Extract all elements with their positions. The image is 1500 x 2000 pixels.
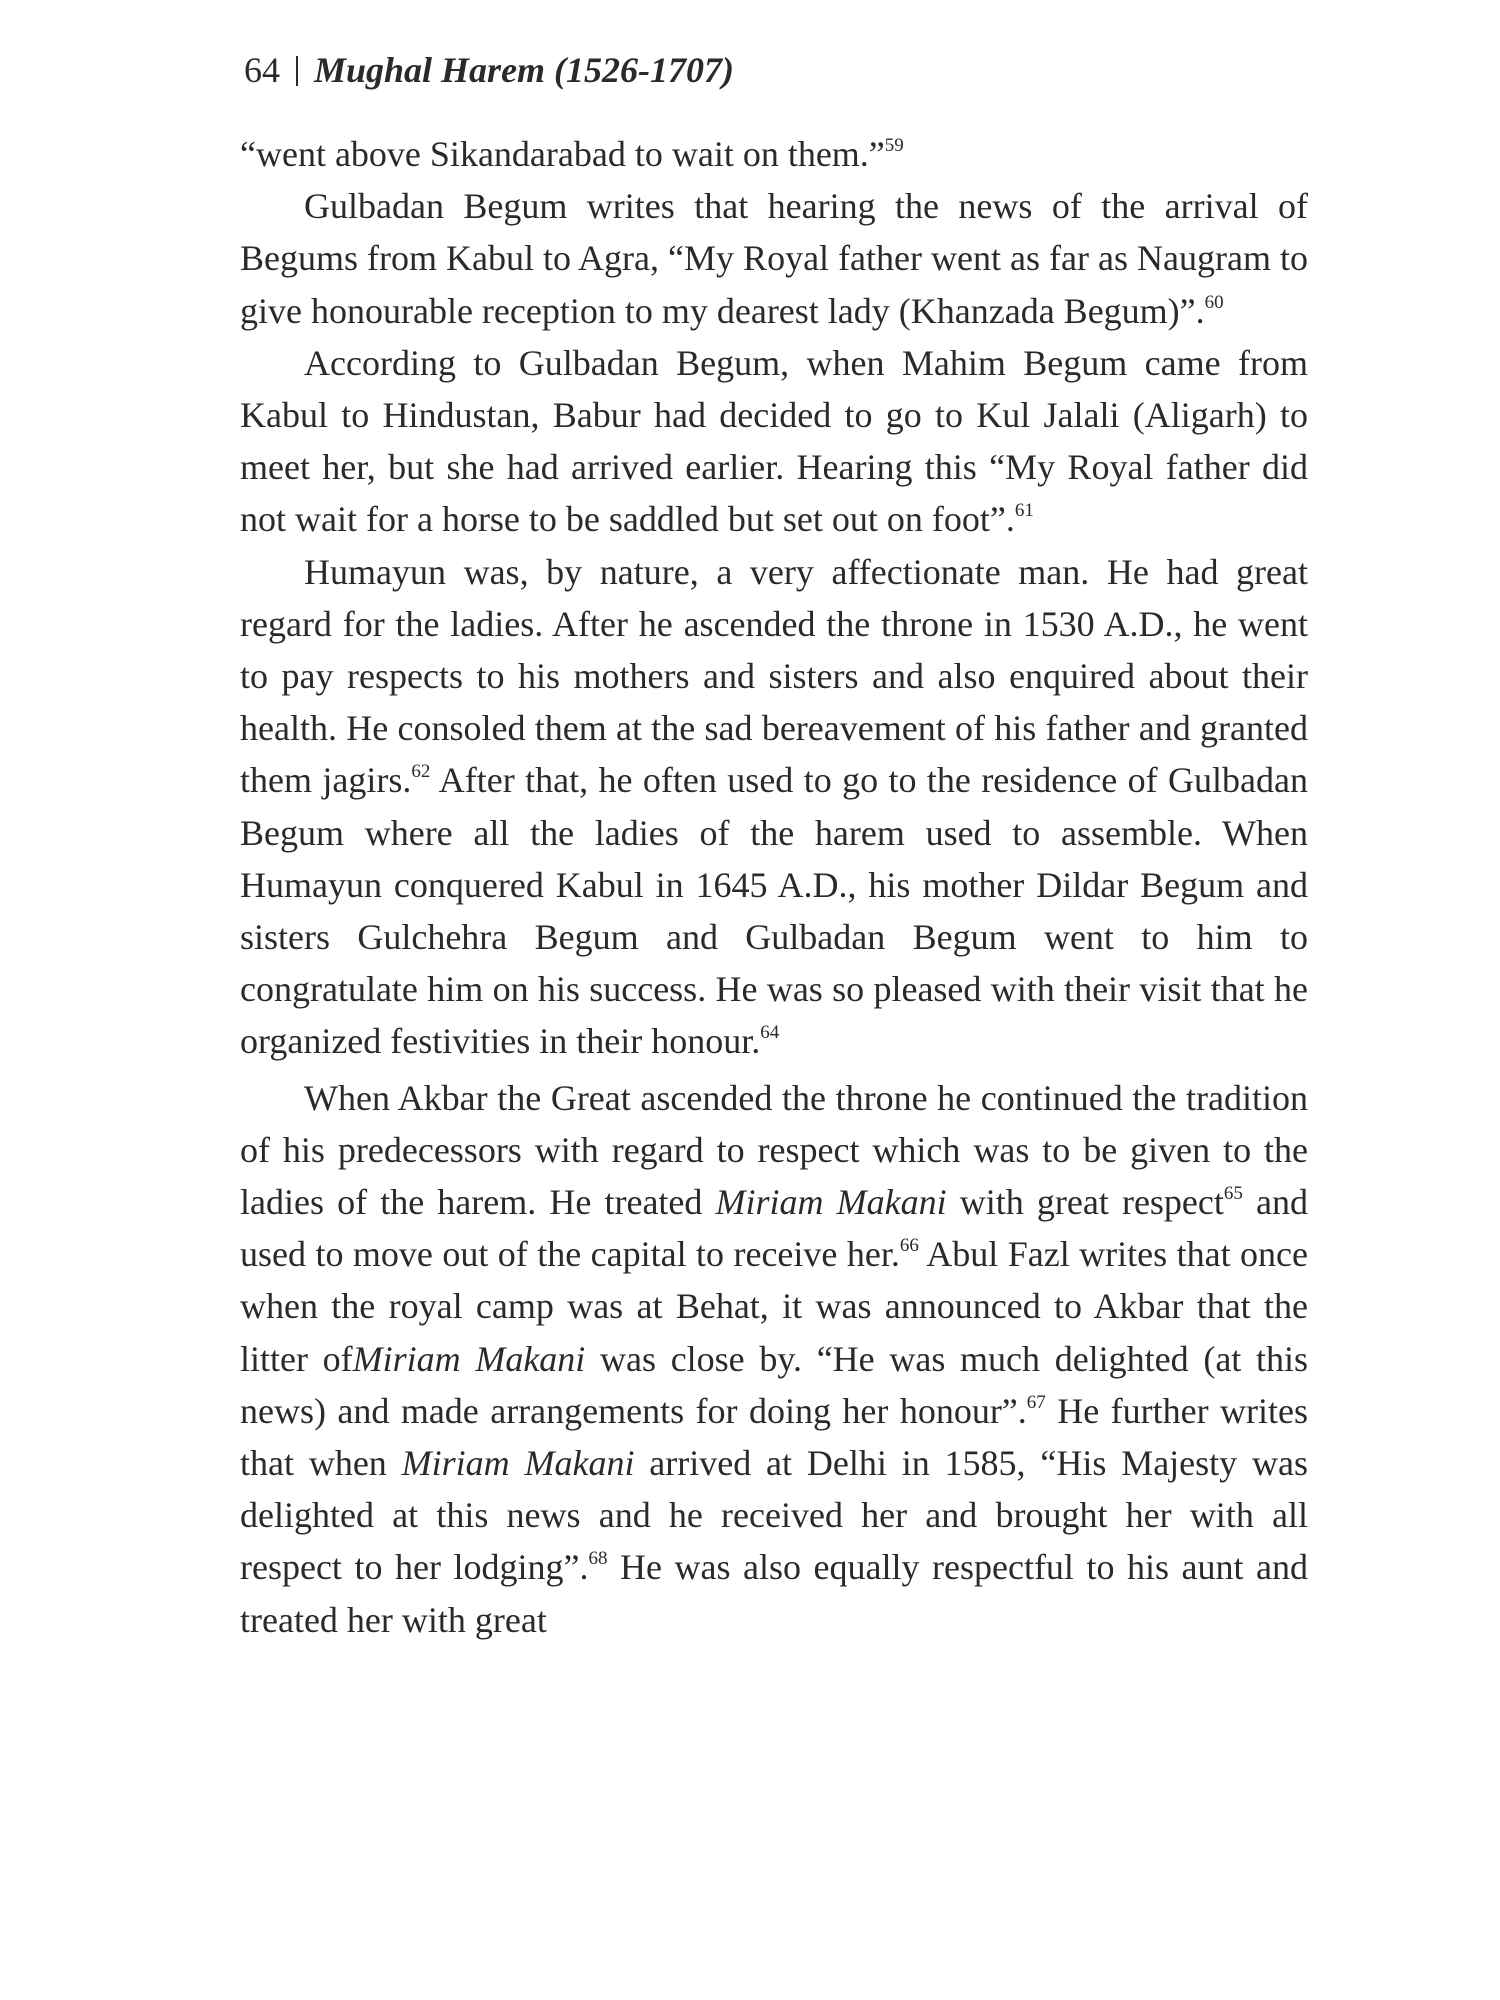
text-run: arrived at Delhi in 1585, “His Majesty was delighted at this news and he received her and brought her with all respect to her lodging”. xyxy=(240,1443,1308,1588)
book-title: Mughal Harem (1526-1707) xyxy=(314,50,735,90)
running-header xyxy=(244,46,734,94)
text-run: was close by. “He was much delighted (at this news) and made arrangements for doing her honour”. xyxy=(240,1338,1309,1431)
text-run: with great respect xyxy=(946,1182,1224,1223)
footnote-ref-61: 61 xyxy=(1014,500,1034,522)
paragraph-4 xyxy=(240,546,1308,1068)
text-run: Humayun was, by nature, a very affectionate man. He had great regard for the ladies. After he ascended the throne in 1530 A.D., he went to pay respects to his mothers and sisters and also enquired about their health. He consoled them at the sad bereavement of his father and granted them jagirs. xyxy=(240,551,1308,801)
paragraph-3 xyxy=(240,337,1308,546)
footnote-ref-59: 59 xyxy=(884,135,904,156)
paragraph-1 xyxy=(240,128,1308,180)
paragraph-5 xyxy=(240,1072,1308,1646)
footnote-ref-62: 62 xyxy=(411,761,431,783)
footnote-ref-64: 64 xyxy=(760,1022,780,1044)
text-run: After that, he often used to go to the residence of Gulbadan Begum where all the ladies of the harem used to assemble. When Humayun conquered Kabul in 1645 A.D., his mother Dildar Begum and sisters Gulchehra Begum and Gulbadan Begum went to him to congratulate him on his success. He was so pleased with their visit that he organized festivities in their honour. xyxy=(240,760,1308,1062)
text-run: He further writes that when xyxy=(240,1390,1308,1484)
page-number: 64 xyxy=(244,50,280,90)
text-run: and used to move out of the capital to receive her. xyxy=(240,1182,1309,1275)
header-divider xyxy=(296,56,298,86)
text-run: According to Gulbadan Begum, when Mahim Begum came from Kabul to Hindustan, Babur had decided to go to Kul Jalali (Aligarh) to meet her, but she had arrived earlier. Hearing this “My Royal father did not wait for a horse to be saddled but set out on foot”. xyxy=(240,342,1308,540)
footnote-ref-65: 65 xyxy=(1223,1183,1243,1205)
text-run: When Akbar the Great ascended the throne he continued the tradition of his predecessors with regard to respect which was to be given to the ladies of the harem. He treated xyxy=(240,1077,1308,1223)
text-run: Abul Fazl writes that once when the royal camp was at Behat, it was announced to Akbar that the litter of xyxy=(240,1234,1308,1379)
text-run: Gulbadan Begum writes that hearing the news of the arrival of Begums from Kabul to Agra, “My Royal father went as far as Naugram to give honourable reception to my dearest lady (Khanzada Begum)”. xyxy=(240,186,1308,331)
body-text xyxy=(240,128,1308,1646)
footnote-ref-60: 60 xyxy=(1204,291,1224,313)
italic-term: Miriam Makani xyxy=(401,1443,635,1484)
italic-term: Miriam Makani xyxy=(352,1338,586,1379)
text-run: “went above Sikandarabad to wait on them.” xyxy=(240,134,885,174)
footnote-ref-67: 67 xyxy=(1026,1391,1046,1413)
footnote-ref-68: 68 xyxy=(588,1548,608,1570)
text-run: He was also equally respectful to his aunt and treated her with great xyxy=(240,1547,1309,1640)
italic-term: Miriam Makani xyxy=(715,1182,947,1223)
footnote-ref-66: 66 xyxy=(899,1235,919,1257)
paragraph-2 xyxy=(240,180,1308,337)
